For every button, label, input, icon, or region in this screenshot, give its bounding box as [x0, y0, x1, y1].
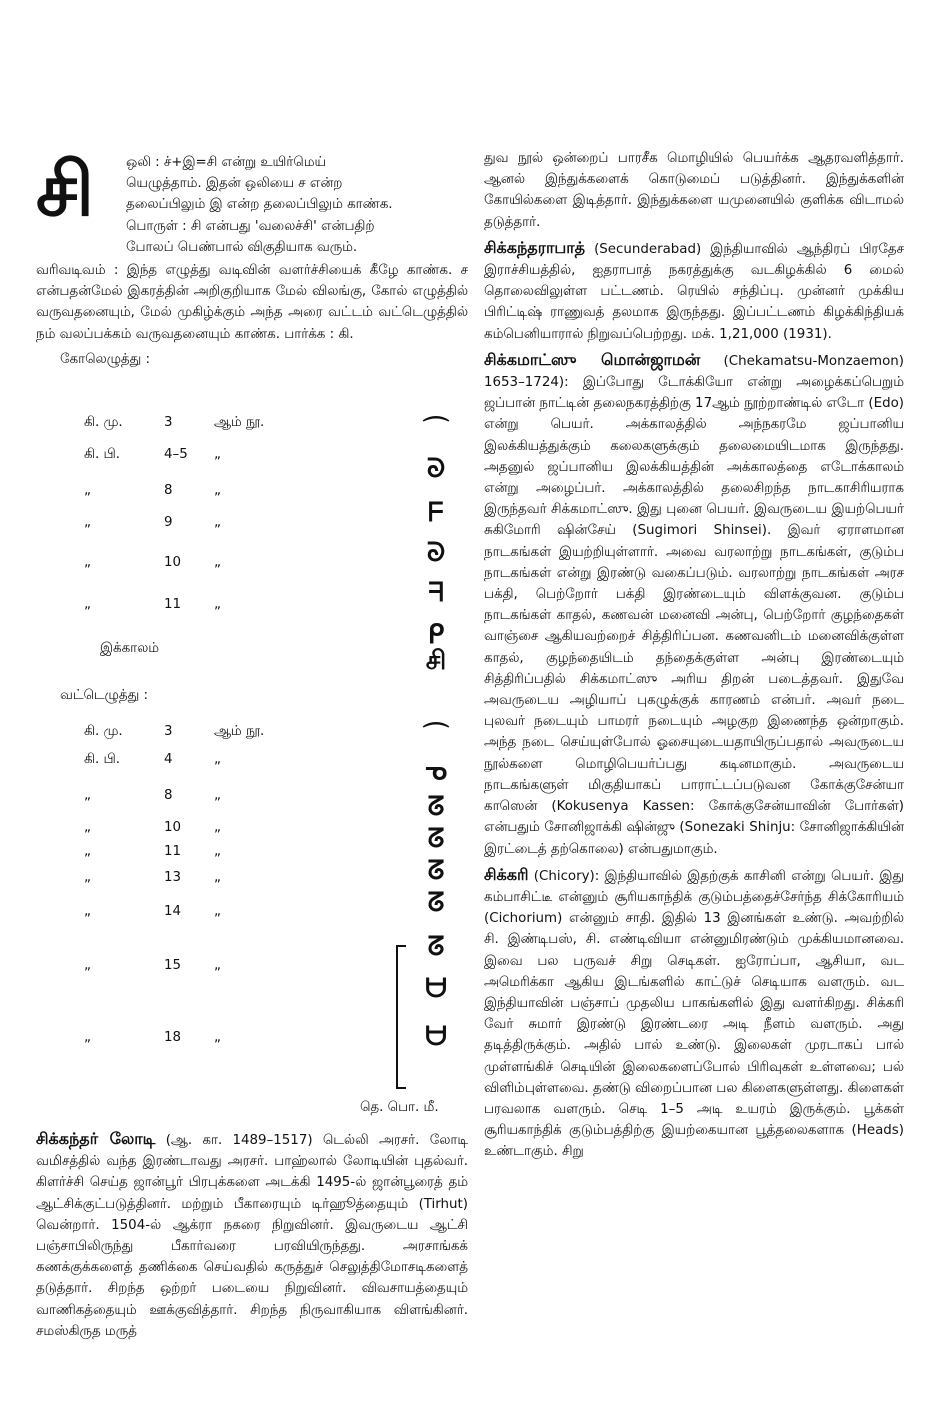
author-credit: தெ. பொ. மீ.	[360, 1100, 439, 1115]
intro-line-4: பொருள் : சி என்பது 'வலைச்சி' என்பதிற்	[126, 218, 375, 234]
timeline-era: „	[84, 820, 91, 835]
timeline-num: 11	[164, 597, 182, 612]
timeline-row	[84, 752, 284, 772]
timeline-suf: „	[214, 844, 221, 859]
timeline-suf: „	[214, 447, 221, 462]
timeline-era: கி. பி.	[84, 752, 120, 767]
timeline-num: 14	[164, 904, 182, 919]
script-glyph: ᗨ	[425, 1022, 447, 1052]
timeline-era: „	[84, 1030, 91, 1045]
timeline-era: கி. மு.	[84, 724, 123, 739]
timeline-row	[84, 844, 284, 864]
timeline-era: கி. மு.	[84, 415, 123, 430]
script-glyph: ⌒	[422, 722, 449, 752]
intro-line-3: தலைப்பிலும் இ என்ற தலைப்பிலும் காண்க.	[126, 197, 393, 213]
timeline-num: 15	[164, 958, 182, 973]
entry-body: (Chekamatsu-Monzaemon) 1653–1724): இப்போது டோக்கியோ என்று அழைக்கப்பெறும் ஜப்பான் நாட்டின் தலைநகரத்திற்கு 17ஆம் நூற்றாண்டில் எடோ (Edo) என்று பெயர். அக்காலத்தில் அந்நகரமே ஜப்பானிய இலக்கியத்துக்கும் கலைகளுக்கும் தலைமையிடமாக இருந்தது. அதனுல் ஜப்பானிய இலக்கியத்தின் அக்காலத்தை எடோக்காலம் என்று அழைப்பர். அக்காலத்தில் தலைசிறந்த நாடகாசிரியராக இருந்தவர் சிக்கமாட்ஸு. இது புனை பெயர். இவருடைய இயற்பெயர் சுகிமோரி ஷின்சேய் (Sugimori Shinsei). இவர் ஏராளமான நாடகங்கள் இயற்றியுள்ளார். அவை வரலாற்று நாடகங்கள், குடும்ப நாடகங்கள் என்று இரண்டு வகைப்படும். வரலாற்று நாடகங்கள் அரச பக்தி, பெற்றோர் பக்தி இரண்டையும் விளக்குவன. குடும்ப நாடகங்கள் காதல், கணவன் மனைவி அன்பு, பெற்றோர் குழந்தைகள் வாஞ்சை ஆகியவற்றைச் சித்திரிப்பன. கணவனிடம் மனைவிக்குள்ள காதல், குழந்தையிடம் தந்தைக்குள்ள அன்பு இரண்டையும் சித்திரிப்பதில் சிக்கமாட்ஸு அரிய திறன் படைத்தவர். இதுவே அவருடைய அழியாப் புகழுக்குக் காரணம் என்பர். அவர் நடை புலவர் நடையும் பாமரர் நடையும் அழகுற இணைந்த ஒன்றாகும். அந்த நடை செய்யுள்போல் ஓசையுடையதாயிருப்பதால் அவருடைய நூல்களை மொழிபெயர்ப்பது கடினமாகும். அவருடைய நாடகங்களுள் மிகுதியாகப் பாராட்டப்படுவன கோக்குசேன்யா காஸென் (Kokusenya Kassen: கோக்குசேன்யாவின் போர்கள்) என்பதும் சோனிஜாக்கி ஷின்ஜு (Sonezaki Shinju: சோனிஜாக்கியின் இரட்டைத் தற்கொலை) என்பதுமாகும்.	[484, 353, 904, 857]
right-column	[484, 148, 904, 1163]
timeline-row	[84, 447, 284, 467]
script-glyph: ᘔ	[427, 824, 445, 854]
timeline-suf: ஆம் நூ.	[214, 415, 265, 430]
timeline-row	[84, 958, 284, 978]
kolezhuthu-label: கோலெழுத்து :	[60, 351, 151, 367]
script-glyph: ᖴ	[428, 498, 444, 528]
timeline-era: „	[84, 555, 91, 570]
timeline-num: 8	[164, 788, 173, 803]
timeline-era: „	[84, 515, 91, 530]
timeline-row	[84, 904, 284, 924]
entry-heading: சிக்கந்தர் லோடி	[36, 1129, 156, 1148]
timeline-suf: „	[214, 788, 221, 803]
timeline-row	[84, 641, 284, 661]
timeline-era: „	[84, 958, 91, 973]
timeline-num: 10	[164, 820, 182, 835]
entry-body: (Chicory): இந்தியாவில் இதற்குக் காசினி என்று பெயர். இது கம்பாசிட்டீ என்னும் சூரியகாந்திக் குடும்பத்தைச்சேர்ந்த சிக்கோரியம் (Cichorium) என்னும் சாதி. இதில் 13 இனங்கள் உண்டு. அவற்றில் சி. இண்டிபஸ், சி. எண்டிவியா என்னுமிரண்டும் முக்கியமானவை. இவை பல பருவச் சிறு செடிகள். ஐரோப்பா, ஆசியா, வட அமெரிக்கா ஆகிய இடங்களில் காட்டுச் செடியாக வளரும். வட இந்தியாவின் பஞ்சாப் முதலிய பாகங்களில் இது வளர்கிறது. சிக்கரி வேர் சுமார் இரண்டு இரண்டரை அடி நீளம் வளரும். அது தடித்திருக்கும். அதில் பால் உண்டு. இலைகள் முரடாகப் பால் முள்ளங்கிச் செடியின் இலைகளைப்போல் பிரிவுகள் உள்ளவை; பல் விளிம்புள்ளவை. தண்டு விறைப்பான பல கிளைகளுள்ளது. கிளைகள் பரவலாக வளரும். செடி 1–5 அடி உயரம் இருக்கும். பூக்கள் சூரியகாந்திக் குடும்பத்திற்கு இயற்கையான பூத்தலைகளாக (Heads) உண்டாகும். சிறு	[484, 868, 904, 1160]
big-initial-letter: சி	[36, 147, 94, 233]
timeline-num: 11	[164, 844, 182, 859]
timeline-num: 4	[164, 752, 173, 767]
timeline-row	[84, 597, 284, 617]
timeline-row	[84, 820, 284, 840]
script-glyph: ⌒	[422, 416, 449, 446]
timeline-suf: „	[214, 555, 221, 570]
timeline-suf: ஆம் நூ.	[214, 724, 265, 739]
timeline-era: „	[84, 788, 91, 803]
entry-heading: சிக்கமாட்ஸு மொன்ஜாமன்	[484, 349, 701, 369]
timeline-row	[84, 1030, 284, 1050]
script-glyph: ᖷ	[428, 578, 444, 608]
timeline-era: „	[84, 483, 91, 498]
timeline-suf: „	[214, 1030, 221, 1045]
timeline-row	[84, 415, 284, 435]
entry-sikkandar-lodi	[36, 1128, 468, 1342]
timeline-row	[84, 483, 284, 503]
vattezhuthu-label-wrap	[60, 688, 148, 704]
timeline-row	[84, 555, 284, 575]
timeline-suf: „	[214, 597, 221, 612]
entry-secunderabad	[484, 237, 904, 345]
timeline-era: இக்காலம்	[100, 641, 160, 656]
script-glyph: ᘔ	[427, 888, 445, 918]
timeline-num: 8	[164, 483, 173, 498]
timeline-era: „	[84, 870, 91, 885]
script-glyph: ᗨ	[425, 974, 447, 1004]
entry-heading: சிக்கரி	[484, 864, 529, 884]
glyph-bracket	[396, 945, 406, 1089]
timeline-suf: „	[214, 820, 221, 835]
timeline-suf: „	[214, 483, 221, 498]
timeline-suf: „	[214, 752, 221, 767]
timeline-suf: „	[214, 870, 221, 885]
entry-chicory	[484, 864, 904, 1163]
timeline-row	[84, 788, 284, 808]
timeline-suf: „	[214, 958, 221, 973]
right-top-continuation: துவ நூல் ஒன்றைப் பாரசீக மொழியில் பெயர்க்க ஆதரவளித்தார். ஆனல் இந்துக்களைக் கொடுமைப் படுத்தினர். இந்துக்களின் கோயில்களை இடித்தார். இந்துக்களை யமுனையில் குளிக்க விடாமல் தடுத்தார்.	[484, 151, 904, 230]
entry-body: (Secunderabad) இந்தியாவில் ஆந்திரப் பிரதேச இராச்சியத்தில், ஐதராபாத் நகரத்துக்கு வடகிழக்கில் 6 மைல் தொலைவிலுள்ள பட்டணம். ரெயில் சந்திப்பு. முன்னர் முக்கிய பிரிட்டிஷ் ராணுவத் தலமாக இருந்தது. இப்பட்டணம் கிழக்கிந்தியக் கம்பெனியாரால் நிறுவப்பெற்றது. மக். 1,21,000 (1931).	[484, 241, 904, 342]
intro-line-5: போலப் பெண்பால் விகுதியாக வரும்.	[126, 239, 358, 255]
timeline-suf: „	[214, 904, 221, 919]
script-glyph: ᓀ	[424, 756, 448, 786]
script-glyph: சி	[425, 646, 447, 676]
entry-body: (ஆ. கா. 1489–1517) டெல்லி அரசர். லோடி வமிசத்தில் வந்த இரண்டாவது அரசர். பாஹ்லால் லோடியின் புதல்வர். கிளர்ச்சி செய்த ஜான்பூர் பிரபுக்களை அடக்கி 1495-ல் ஜான்பூரைத் தம் ஆட்சிக்குட்படுத்தினர். மற்றும் பீகாரையும் டிர்ஹூத்தையும் (Tirhut) வென்றார். 1504-ல் ஆக்ரா நகரை நிறுவினர். இவருடைய ஆட்சி பஞ்சாபிலிருந்து பீகார்வரை பரவியிருந்தது. அரசாங்கக் கணக்குக்களைத் தணிக்கை செய்வதில் கருத்துச் செலுத்திமோசடிகளைத் தடுத்தார். சிறந்த ஒற்றர் படையை நிறுவினர். விவசாயத்தையும் வாணிகத்தையும் ஊக்குவித்தார். சிறந்த நிருவாகியாக விளங்கினர். சமஸ்கிருத மருத்	[36, 1133, 468, 1339]
script-glyph: ᘔ	[427, 856, 445, 886]
timeline-suf: „	[214, 515, 221, 530]
timeline-era: கி. பி.	[84, 447, 120, 462]
varivadivam-text: வரிவடிவம் : இந்த எழுத்து வடிவின் வளர்ச்சியைக் கீழே காண்க. ச என்பதன்மேல் இகரத்தின் அறிகுறியாக மேல் விலங்கு, கோல் எழுத்தில் வருவதனையும், மேல் முகிழ்க்கும் அந்த அரை வட்டம் வட்டெழுத்தில் நம் வலப்பக்கம் வருவதனையும் காண்க. பார்க்க : கி.	[36, 263, 468, 342]
timeline-era: „	[84, 904, 91, 919]
script-glyph: ᘐ	[426, 538, 446, 568]
left-column	[36, 147, 468, 370]
timeline-row	[84, 870, 284, 890]
timeline-row	[84, 724, 284, 744]
timeline-num: 13	[164, 870, 182, 885]
timeline-num: 9	[164, 515, 173, 530]
timeline-num: 4–5	[164, 447, 188, 462]
entry-heading: சிக்கந்தராபாத்	[484, 237, 585, 257]
timeline-num: 3	[164, 724, 173, 739]
timeline-num: 18	[164, 1030, 182, 1045]
timeline-row	[84, 515, 284, 535]
timeline-num: 10	[164, 555, 182, 570]
timeline-era: „	[84, 844, 91, 859]
vattezhuthu-label: வட்டெழுத்து :	[60, 688, 148, 703]
timeline-era: „	[84, 597, 91, 612]
entry-chekamatsu	[484, 349, 904, 860]
intro-line-1: ஒலி : ச்+இ=சி என்று உயிர்மெய்	[126, 155, 326, 170]
timeline-num: 3	[164, 415, 173, 430]
script-glyph: ᘐ	[426, 454, 446, 484]
intro-line-2: யெழுத்தாம். இதன் ஒலியை ச என்ற	[126, 176, 343, 192]
script-glyph: ᑭ	[427, 620, 445, 650]
script-glyph: ᘔ	[427, 932, 445, 962]
script-glyph: ᘔ	[427, 792, 445, 822]
